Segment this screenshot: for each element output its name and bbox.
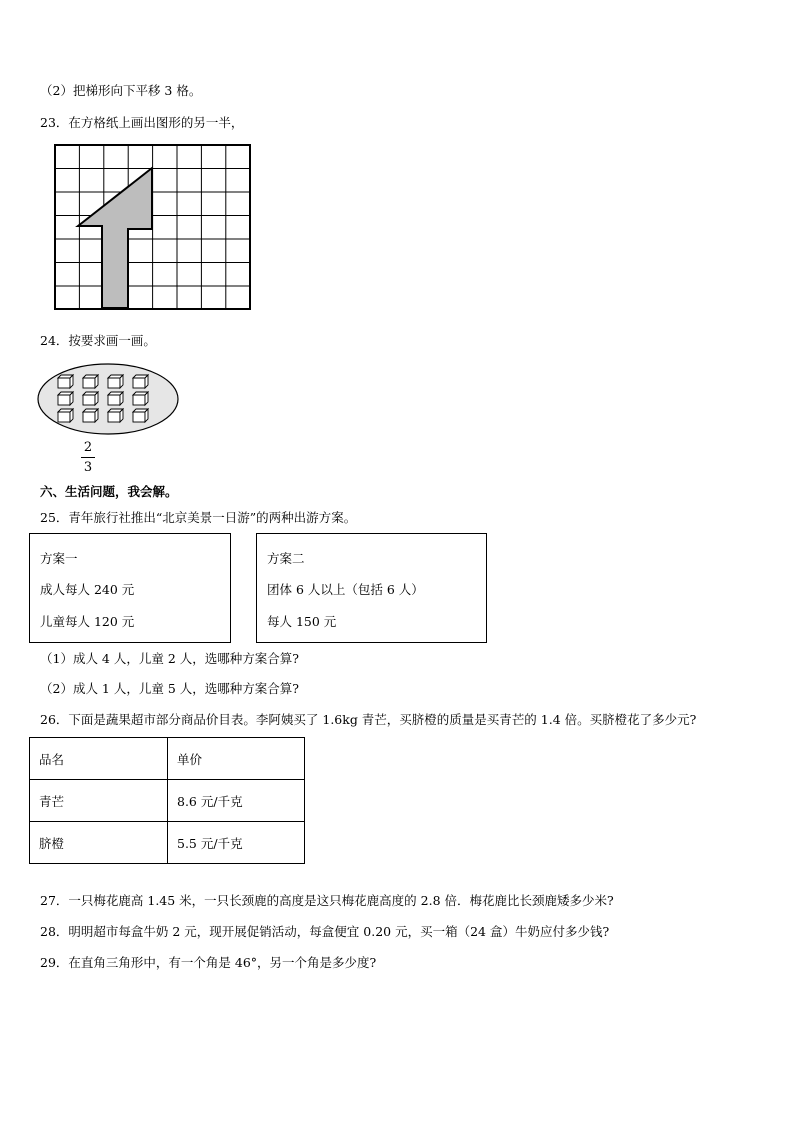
half-shape	[78, 168, 152, 308]
section-6-heading: 六、生活问题，我会解。	[40, 484, 178, 499]
cube-icon	[83, 392, 98, 405]
fraction-denominator: 3	[83, 460, 93, 475]
cell-price: 5.5 元/千克	[168, 822, 305, 864]
plan-2-price: 每人 150 元	[267, 614, 337, 629]
header-cell-name: 品名	[30, 738, 168, 780]
plan-1-box	[29, 533, 231, 643]
table-row	[30, 780, 305, 822]
question-27: 27．一只梅花鹿高 1.45 米，一只长颈鹿的高度是这只梅花鹿高度的 2.8 倍．梅花鹿比长颈鹿矮多少米?	[40, 893, 614, 908]
grid-figure	[54, 144, 254, 314]
cube-icon	[108, 409, 123, 422]
question-29: 29．在直角三角形中，有一个角是 46°，另一个角是多少度?	[40, 955, 377, 970]
question-25-part2: （2）成人 1 人，儿童 5 人，选哪种方案合算?	[40, 681, 299, 696]
price-table	[29, 737, 305, 864]
question-25-part1: （1）成人 4 人，儿童 2 人，选哪种方案合算?	[40, 651, 299, 666]
q22-part2: （2）把梯形向下平移 3 格。	[40, 83, 202, 98]
table-header-row	[30, 738, 305, 780]
cube-icon	[83, 409, 98, 422]
cube-icon	[58, 409, 73, 422]
cell-price: 8.6 元/千克	[168, 780, 305, 822]
plan-1-adult: 成人每人 240 元	[40, 582, 135, 597]
plan-1-child: 儿童每人 120 元	[40, 614, 135, 629]
cube-icon	[108, 375, 123, 388]
cube-icon	[83, 375, 98, 388]
plan-2-title: 方案二	[267, 551, 305, 566]
cube-ellipse-figure	[37, 362, 182, 436]
cube-icon	[58, 392, 73, 405]
fraction-numerator: 2	[83, 440, 93, 455]
header-cell-price: 单价	[168, 738, 305, 780]
cube-icon	[133, 392, 148, 405]
question-23: 23．在方格纸上画出图形的另一半，	[40, 115, 244, 130]
fraction	[81, 440, 95, 475]
question-24: 24．按要求画一画。	[40, 333, 156, 348]
cube-icon	[133, 375, 148, 388]
cube-icon	[58, 375, 73, 388]
question-25: 25．青年旅行社推出“北京美景一日游”的两种出游方案。	[40, 510, 357, 525]
cell-item: 青芒	[30, 780, 168, 822]
question-28: 28．明明超市每盒牛奶 2 元，现开展促销活动，每盒便宜 0.20 元，买一箱（24 盒）牛奶应付多少钱?	[40, 924, 610, 939]
plan-1-title: 方案一	[40, 551, 78, 566]
fraction-bar	[81, 457, 95, 458]
cube-icon	[108, 392, 123, 405]
cube-icon	[133, 409, 148, 422]
plan-2-box	[256, 533, 487, 643]
table-row	[30, 822, 305, 864]
cell-item: 脐橙	[30, 822, 168, 864]
plan-2-group: 团体 6 人以上（包括 6 人）	[267, 582, 424, 597]
question-26: 26．下面是蔬果超市部分商品价目表。李阿姨买了 1.6kg 青芒，买脐橙的质量是买青芒的 1.4 倍。买脐橙花了多少元?	[40, 712, 697, 727]
